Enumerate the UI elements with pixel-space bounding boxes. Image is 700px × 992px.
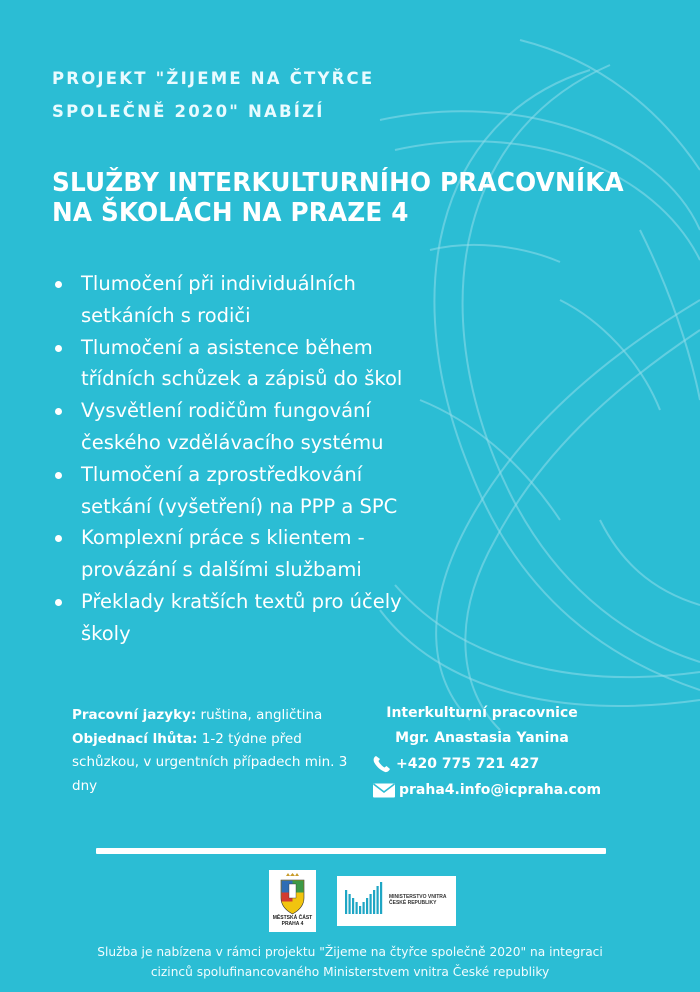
- list-item: [52, 268, 452, 332]
- list-item-line: Tlumočení při individuálních: [81, 272, 356, 295]
- logo-text-line: ČESKÉ REPUBLIKY: [389, 900, 437, 906]
- title-line: SLUŽBY INTERKULTURNÍHO PRACOVNÍKA: [52, 168, 624, 198]
- list-item-line: třídních schůzek a zápisů do škol: [81, 367, 403, 391]
- bullet-icon: [55, 535, 62, 542]
- project-kicker: [52, 62, 482, 128]
- praha4-logo-text: [269, 915, 316, 927]
- praha4-crest-icon: [269, 872, 316, 916]
- languages-value: ruština, angličtina: [196, 707, 323, 723]
- page-title: [52, 168, 660, 228]
- kicker-line: PROJEKT "ŽIJEME NA ČTYŘCE: [52, 69, 375, 88]
- list-item: [52, 459, 452, 523]
- contact-title: Interkulturní pracovnice: [386, 705, 578, 721]
- service-info: [72, 704, 362, 798]
- footer-line: Služba je nabízena v rámci projektu "Žijeme na čtyřce společně 2020" na integraci: [97, 945, 603, 959]
- list-item-line: Vysvětlení rodičům fungování: [81, 399, 371, 423]
- list-item-line: českého vzdělávacího systému: [81, 430, 384, 454]
- kicker-line: SPOLEČNĚ 2020" NABÍZÍ: [52, 102, 325, 121]
- phone-row: [372, 751, 642, 777]
- list-item-line: Tlumočení a asistence během: [81, 335, 373, 359]
- list-item-line: setkání (vyšetření) na PPP a SPC: [81, 494, 398, 518]
- contact-block: [372, 701, 642, 803]
- title-line: NA ŠKOLÁCH NA PRAZE 4: [52, 198, 409, 228]
- list-item: [52, 586, 452, 650]
- list-item-line: Překlady kratších textů pro účely: [81, 589, 402, 613]
- bullet-icon: [55, 472, 62, 479]
- mvcr-bars-icon: [337, 876, 389, 926]
- list-item-line: Tlumočení a zprostředkování: [81, 462, 363, 486]
- contact-name: Mgr. Anastasia Yanina: [395, 730, 569, 746]
- bullet-icon: [55, 281, 62, 288]
- list-item-line: setkáních s rodiči: [81, 303, 251, 327]
- list-item: [52, 522, 452, 586]
- services-list: [52, 268, 452, 650]
- list-item: [52, 395, 452, 459]
- languages-label: Pracovní jazyky:: [72, 707, 197, 723]
- deadline-value: 1-2 týdne před schůzkou, v urgentních případech min. 3 dny: [72, 730, 348, 794]
- logo-text-line: MĚSTSKÁ ČÁST: [272, 915, 313, 921]
- mvcr-logo-text: [389, 894, 453, 906]
- praha4-logo: [269, 870, 316, 932]
- list-item-line: Komplexní práce s klientem -: [81, 526, 365, 550]
- logo-text-line: MINISTERSTVO VNITRA: [389, 894, 447, 900]
- phone-number[interactable]: +420 775 721 427: [396, 755, 540, 772]
- email-address[interactable]: praha4.info@icpraha.com: [399, 781, 602, 798]
- bullet-icon: [55, 345, 62, 352]
- footer-note: [40, 942, 660, 982]
- list-item-line: školy: [81, 621, 131, 645]
- bullet-icon: [55, 408, 62, 415]
- mail-icon: [372, 782, 396, 799]
- logo-text-line: PRAHA 4: [281, 921, 304, 927]
- divider: [96, 848, 606, 854]
- list-item-line: provázání s dalšími službami: [81, 558, 362, 582]
- footer-line: cizinců spolufinancovaného Ministerstvem vnitra České republiky: [150, 965, 550, 979]
- phone-icon: [372, 755, 392, 773]
- mvcr-logo: [337, 876, 456, 926]
- deadline-info: [72, 728, 362, 799]
- list-item: [52, 332, 452, 396]
- email-row: [372, 777, 642, 803]
- deadline-label: Objednací lhůta:: [72, 730, 198, 747]
- languages-info: [72, 704, 362, 728]
- bullet-icon: [55, 599, 62, 606]
